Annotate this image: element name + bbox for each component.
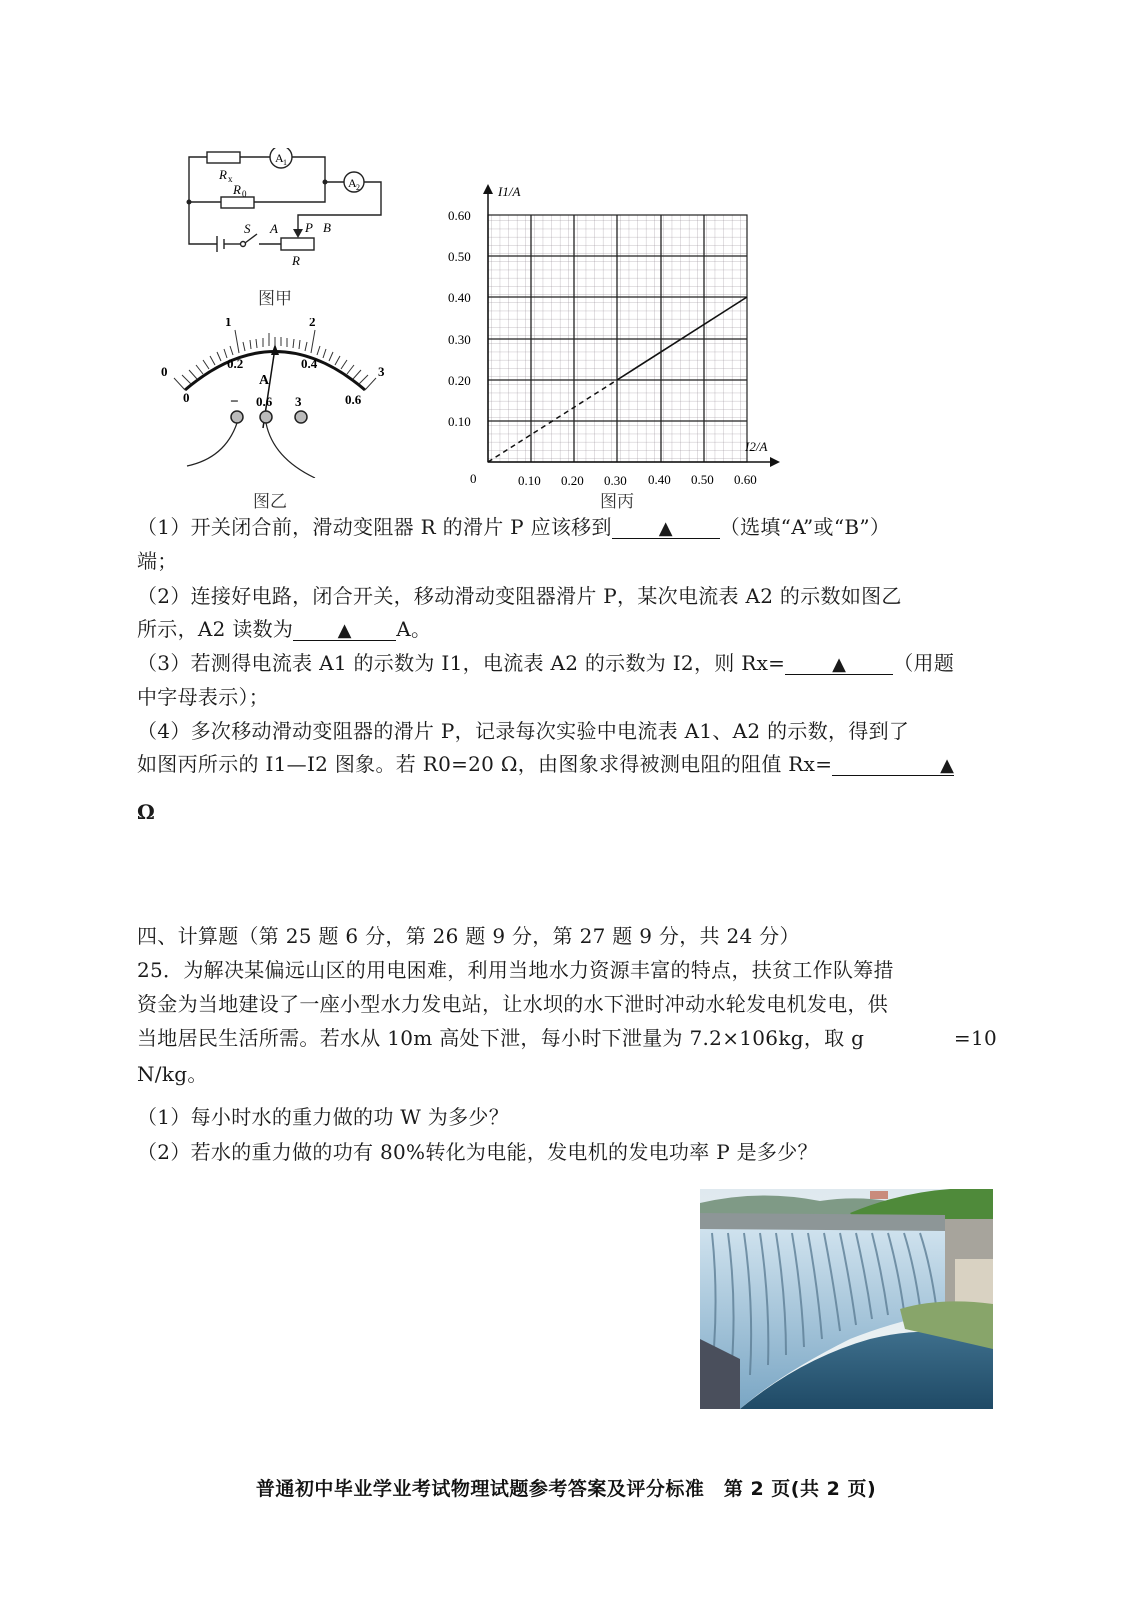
y-axis-label: I1/A <box>498 184 521 199</box>
svg-text:0.50: 0.50 <box>448 249 471 264</box>
svg-text:0: 0 <box>242 189 247 199</box>
answer-blank-1[interactable]: ▲ <box>612 516 720 539</box>
svg-text:0.60: 0.60 <box>734 472 757 487</box>
question-3: （3）若测得电流表 A1 的示数为 I1，电流表 A2 的示数为 I2，则 Rx= ▲ （用题 <box>137 651 955 675</box>
circuit-diagram <box>180 148 400 283</box>
problem-25-line-3: 当地居民生活所需。若水从 10m 高处下泄，每小时下泄量为 7.2×106kg，取 g =10 <box>137 1026 997 1050</box>
circuit-svg <box>180 148 400 283</box>
terminal-0.6-label: 0.6 <box>256 394 273 409</box>
svg-text:0: 0 <box>470 471 477 486</box>
question-2: （2）连接好电路，闭合开关，移动滑动变阻器滑片 P，某次电流表 A2 的示数如图乙 <box>137 584 902 608</box>
svg-text:0.30: 0.30 <box>604 473 627 488</box>
page-footer: 普通初中毕业学业考试物理试题参考答案及评分标准 第 2 页(共 2 页) <box>255 1478 877 1500</box>
ohm-unit: Ω <box>137 800 156 824</box>
a2-label: A <box>348 176 357 190</box>
svg-text:0.10: 0.10 <box>518 473 541 488</box>
r0-label: R <box>233 182 241 197</box>
x-axis-label: I2/A <box>745 439 768 454</box>
inner-scale-0: 0 <box>183 390 190 405</box>
svg-text:0.10: 0.10 <box>448 414 471 429</box>
rheostat-r-label: R <box>292 253 300 268</box>
slider-p-label: P <box>305 220 313 235</box>
answer-blank-3[interactable]: ▲ <box>785 652 893 675</box>
answer-blank-2[interactable]: ▲ <box>293 618 396 641</box>
i1-i2-graph <box>440 180 790 490</box>
problem-25-line-1: 25．为解决某偏远山区的用电困难，利用当地水力资源丰富的特点，扶贫工作队筹措 <box>137 958 894 982</box>
caption-figure-yi: 图乙 <box>253 492 287 512</box>
outer-scale-1: 1 <box>225 318 232 329</box>
switch-s-label: S <box>244 221 251 236</box>
svg-text:0.50: 0.50 <box>691 472 714 487</box>
svg-text:0.20: 0.20 <box>561 473 584 488</box>
terminal-b-label: B <box>323 220 331 235</box>
svg-text:x: x <box>228 174 233 184</box>
terminal-neg-label: − <box>230 394 239 410</box>
hydro-dam-photo <box>700 1189 993 1409</box>
outer-scale-3: 3 <box>378 364 385 379</box>
unit-label: A <box>259 373 270 388</box>
question-1: （1）开关闭合前，滑动变阻器 R 的滑片 P 应该移到 ▲ （选填“A”或“B”） <box>137 515 891 539</box>
a1-label: A <box>275 151 284 165</box>
problem-25-line-4: N/kg。 <box>137 1062 208 1086</box>
terminal-a-label: A <box>270 221 278 236</box>
sub-question-2: （2）若水的重力做的功有 80%转化为电能，发电机的发电功率 P 是多少？ <box>137 1140 818 1164</box>
inner-scale-0.2: 0.2 <box>227 356 244 371</box>
svg-text:0.20: 0.20 <box>448 373 471 388</box>
outer-scale-0: 0 <box>161 364 168 379</box>
problem-25-line-2: 资金为当地建设了一座小型水力发电站，让水坝的水下泄时冲动水轮发电机发电，供 <box>137 992 889 1016</box>
svg-text:2: 2 <box>356 183 360 192</box>
ammeter-dial <box>155 318 395 478</box>
sub-question-1: （1）每小时水的重力做的功 W 为多少？ <box>137 1105 509 1129</box>
question-4: （4）多次移动滑动变阻器的滑片 P，记录每次实验中电流表 A1、A2 的示数，得到了 <box>137 719 910 743</box>
inner-scale-0.4: 0.4 <box>301 356 318 371</box>
svg-text:0.40: 0.40 <box>448 290 471 305</box>
caption-figure-jia: 图甲 <box>258 289 292 309</box>
svg-text:0.60: 0.60 <box>448 208 471 223</box>
section-heading: 四、计算题（第 25 题 6 分，第 26 题 9 分，第 27 题 9 分，共 24 分） <box>137 924 800 948</box>
svg-text:1: 1 <box>283 158 287 167</box>
inner-scale-0.6: 0.6 <box>345 392 362 407</box>
answer-blank-4[interactable]: ▲ <box>832 753 954 776</box>
svg-text:0.30: 0.30 <box>448 332 471 347</box>
svg-text:0.40: 0.40 <box>648 472 671 487</box>
outer-scale-2: 2 <box>309 318 316 329</box>
rx-label: R <box>219 167 227 182</box>
terminal-3-label: 3 <box>295 394 302 409</box>
caption-figure-bing: 图丙 <box>600 492 634 512</box>
